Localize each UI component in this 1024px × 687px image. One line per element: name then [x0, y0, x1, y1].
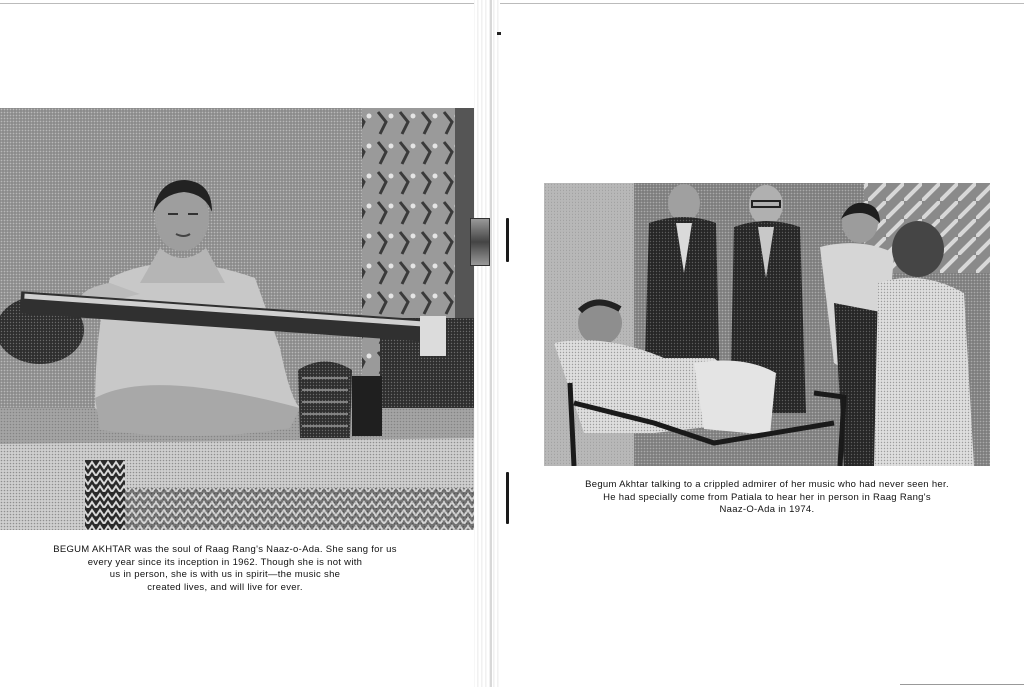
gutter-fold-line [490, 0, 492, 687]
top-edge-rule [0, 3, 1024, 4]
caption-left-line: created lives, and will live for ever. [147, 581, 303, 593]
staple-top [506, 218, 509, 262]
photo-begum-akhtar-seated [0, 108, 480, 530]
halftone-photo-left [0, 108, 480, 530]
caption-right-line: He had specially come from Patiala to hear her in person in Raag Rang's [603, 491, 931, 503]
caption-right-line: Naaz-O-Ada in 1974. [719, 504, 815, 515]
staple-bottom [506, 472, 509, 524]
caption-left-line: us in person, she is with us in spirit—the music she [109, 569, 341, 580]
halftone-photo-right [544, 183, 990, 466]
caption-left [30, 544, 420, 594]
binding-clip [470, 218, 490, 266]
bottom-edge-rule [900, 684, 1024, 685]
caption-left-line: BEGUM AKHTAR was the soul of Raag Rang's Naaz-o-Ada. She sang for us [53, 544, 397, 555]
caption-right [562, 479, 972, 517]
photo-begum-akhtar-with-admirer [544, 183, 990, 466]
caption-right-line: Begum Akhtar talking to a crippled admirer of her music who had never seen her. [585, 479, 949, 490]
ink-mark [497, 32, 501, 35]
page-gutter [474, 0, 500, 687]
caption-left-line: every year since its inception in 1962. Though she is not with [87, 556, 363, 568]
